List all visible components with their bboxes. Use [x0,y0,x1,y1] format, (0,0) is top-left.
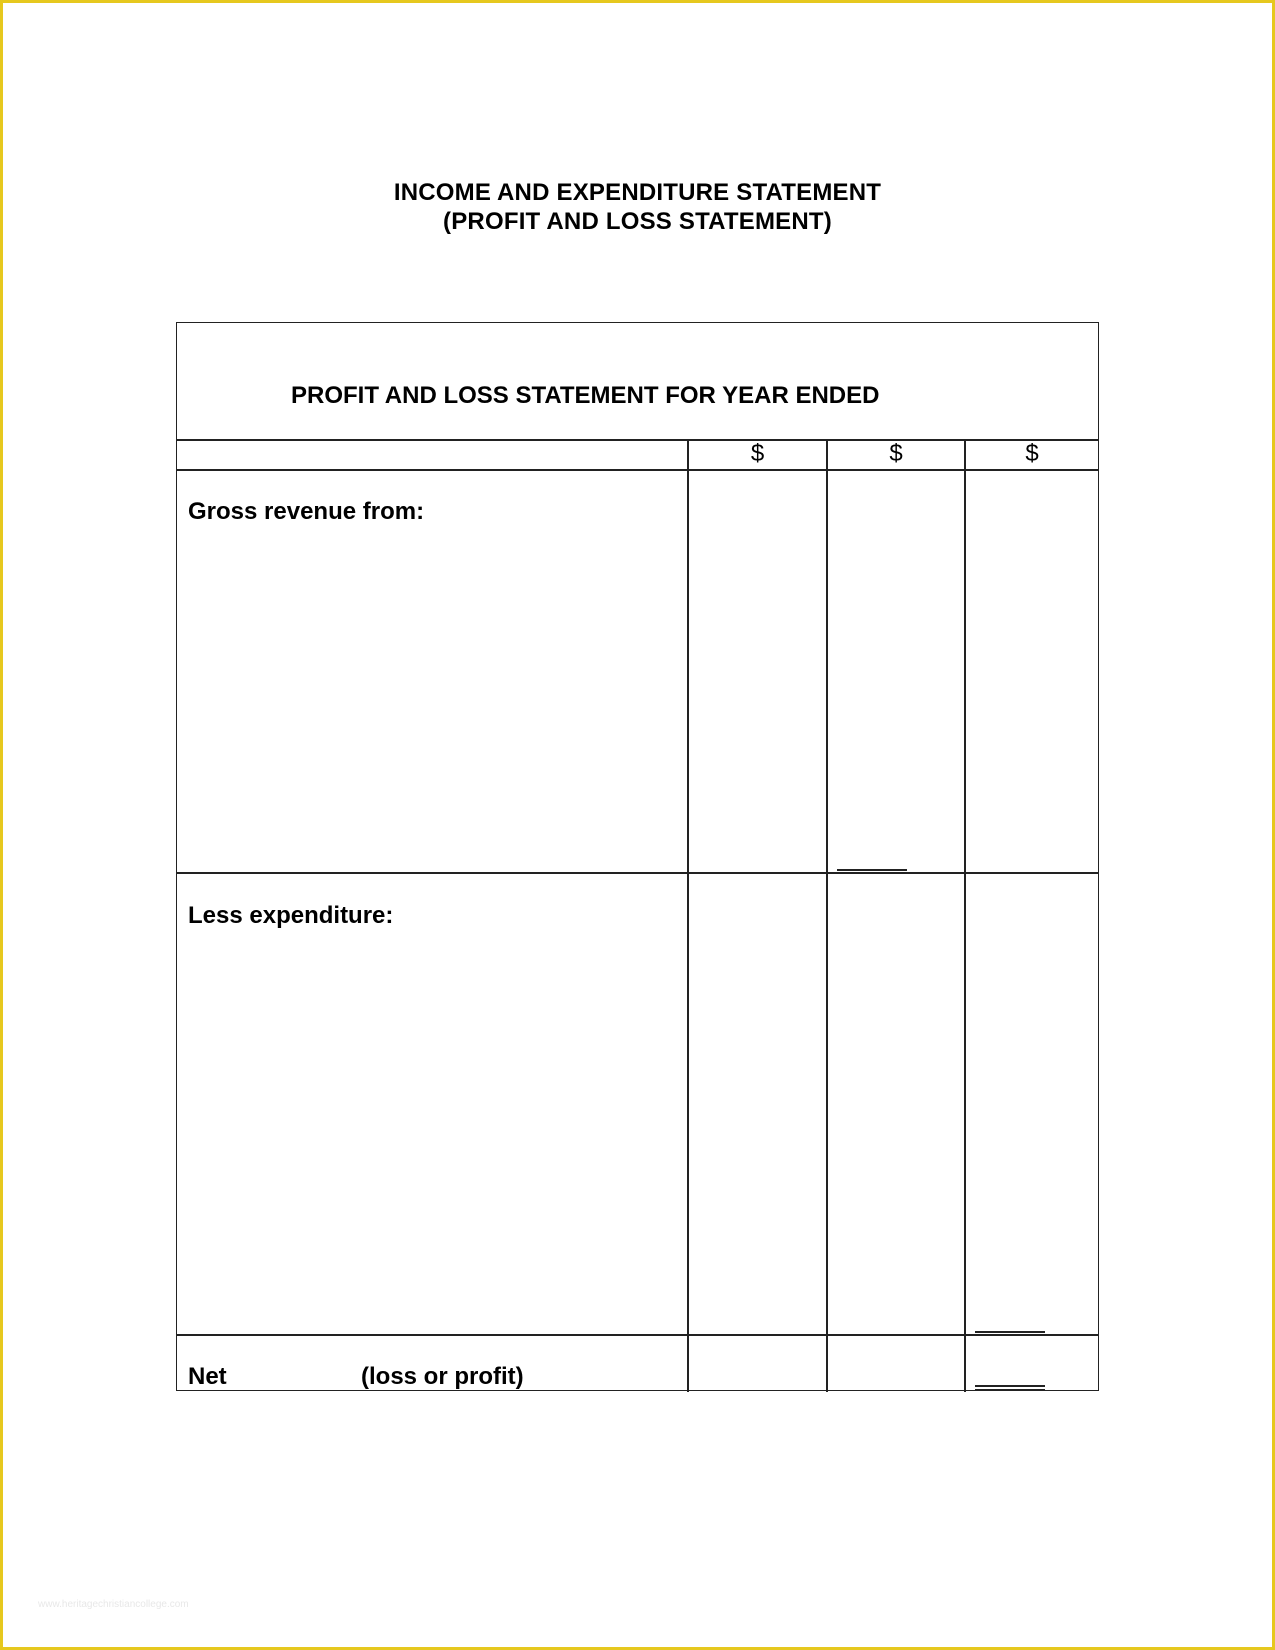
column-divider-1 [687,439,689,1392]
revenue-subtotal-underline [837,869,907,871]
currency-header-2: $ [889,440,903,467]
document-title: INCOME AND EXPENDITURE STATEMENT [393,179,882,206]
net-double-underline-bottom [975,1389,1045,1391]
watermark-text: www.heritagechristiancollege.com [38,1599,189,1610]
column-divider-3 [964,439,966,1392]
gross-revenue-label: Gross revenue from: [188,498,425,525]
expenditure-section-divider [177,1334,1098,1336]
net-qualifier-label: (loss or profit) [361,1363,524,1390]
currency-row-divider [177,469,1098,471]
document-subtitle: (PROFIT AND LOSS STATEMENT) [443,208,832,235]
column-divider-2 [826,439,828,1392]
revenue-section-divider [177,872,1098,874]
net-label: Net [188,1363,227,1390]
currency-header-1: $ [750,440,765,467]
table-heading: PROFIT AND LOSS STATEMENT FOR YEAR ENDED [291,382,880,409]
currency-header-3: $ [1025,440,1039,467]
profit-loss-table [176,322,1099,1391]
net-double-underline-top [975,1385,1045,1387]
expenditure-label: Less expenditure: [188,902,394,929]
expenditure-total-underline [975,1331,1045,1333]
